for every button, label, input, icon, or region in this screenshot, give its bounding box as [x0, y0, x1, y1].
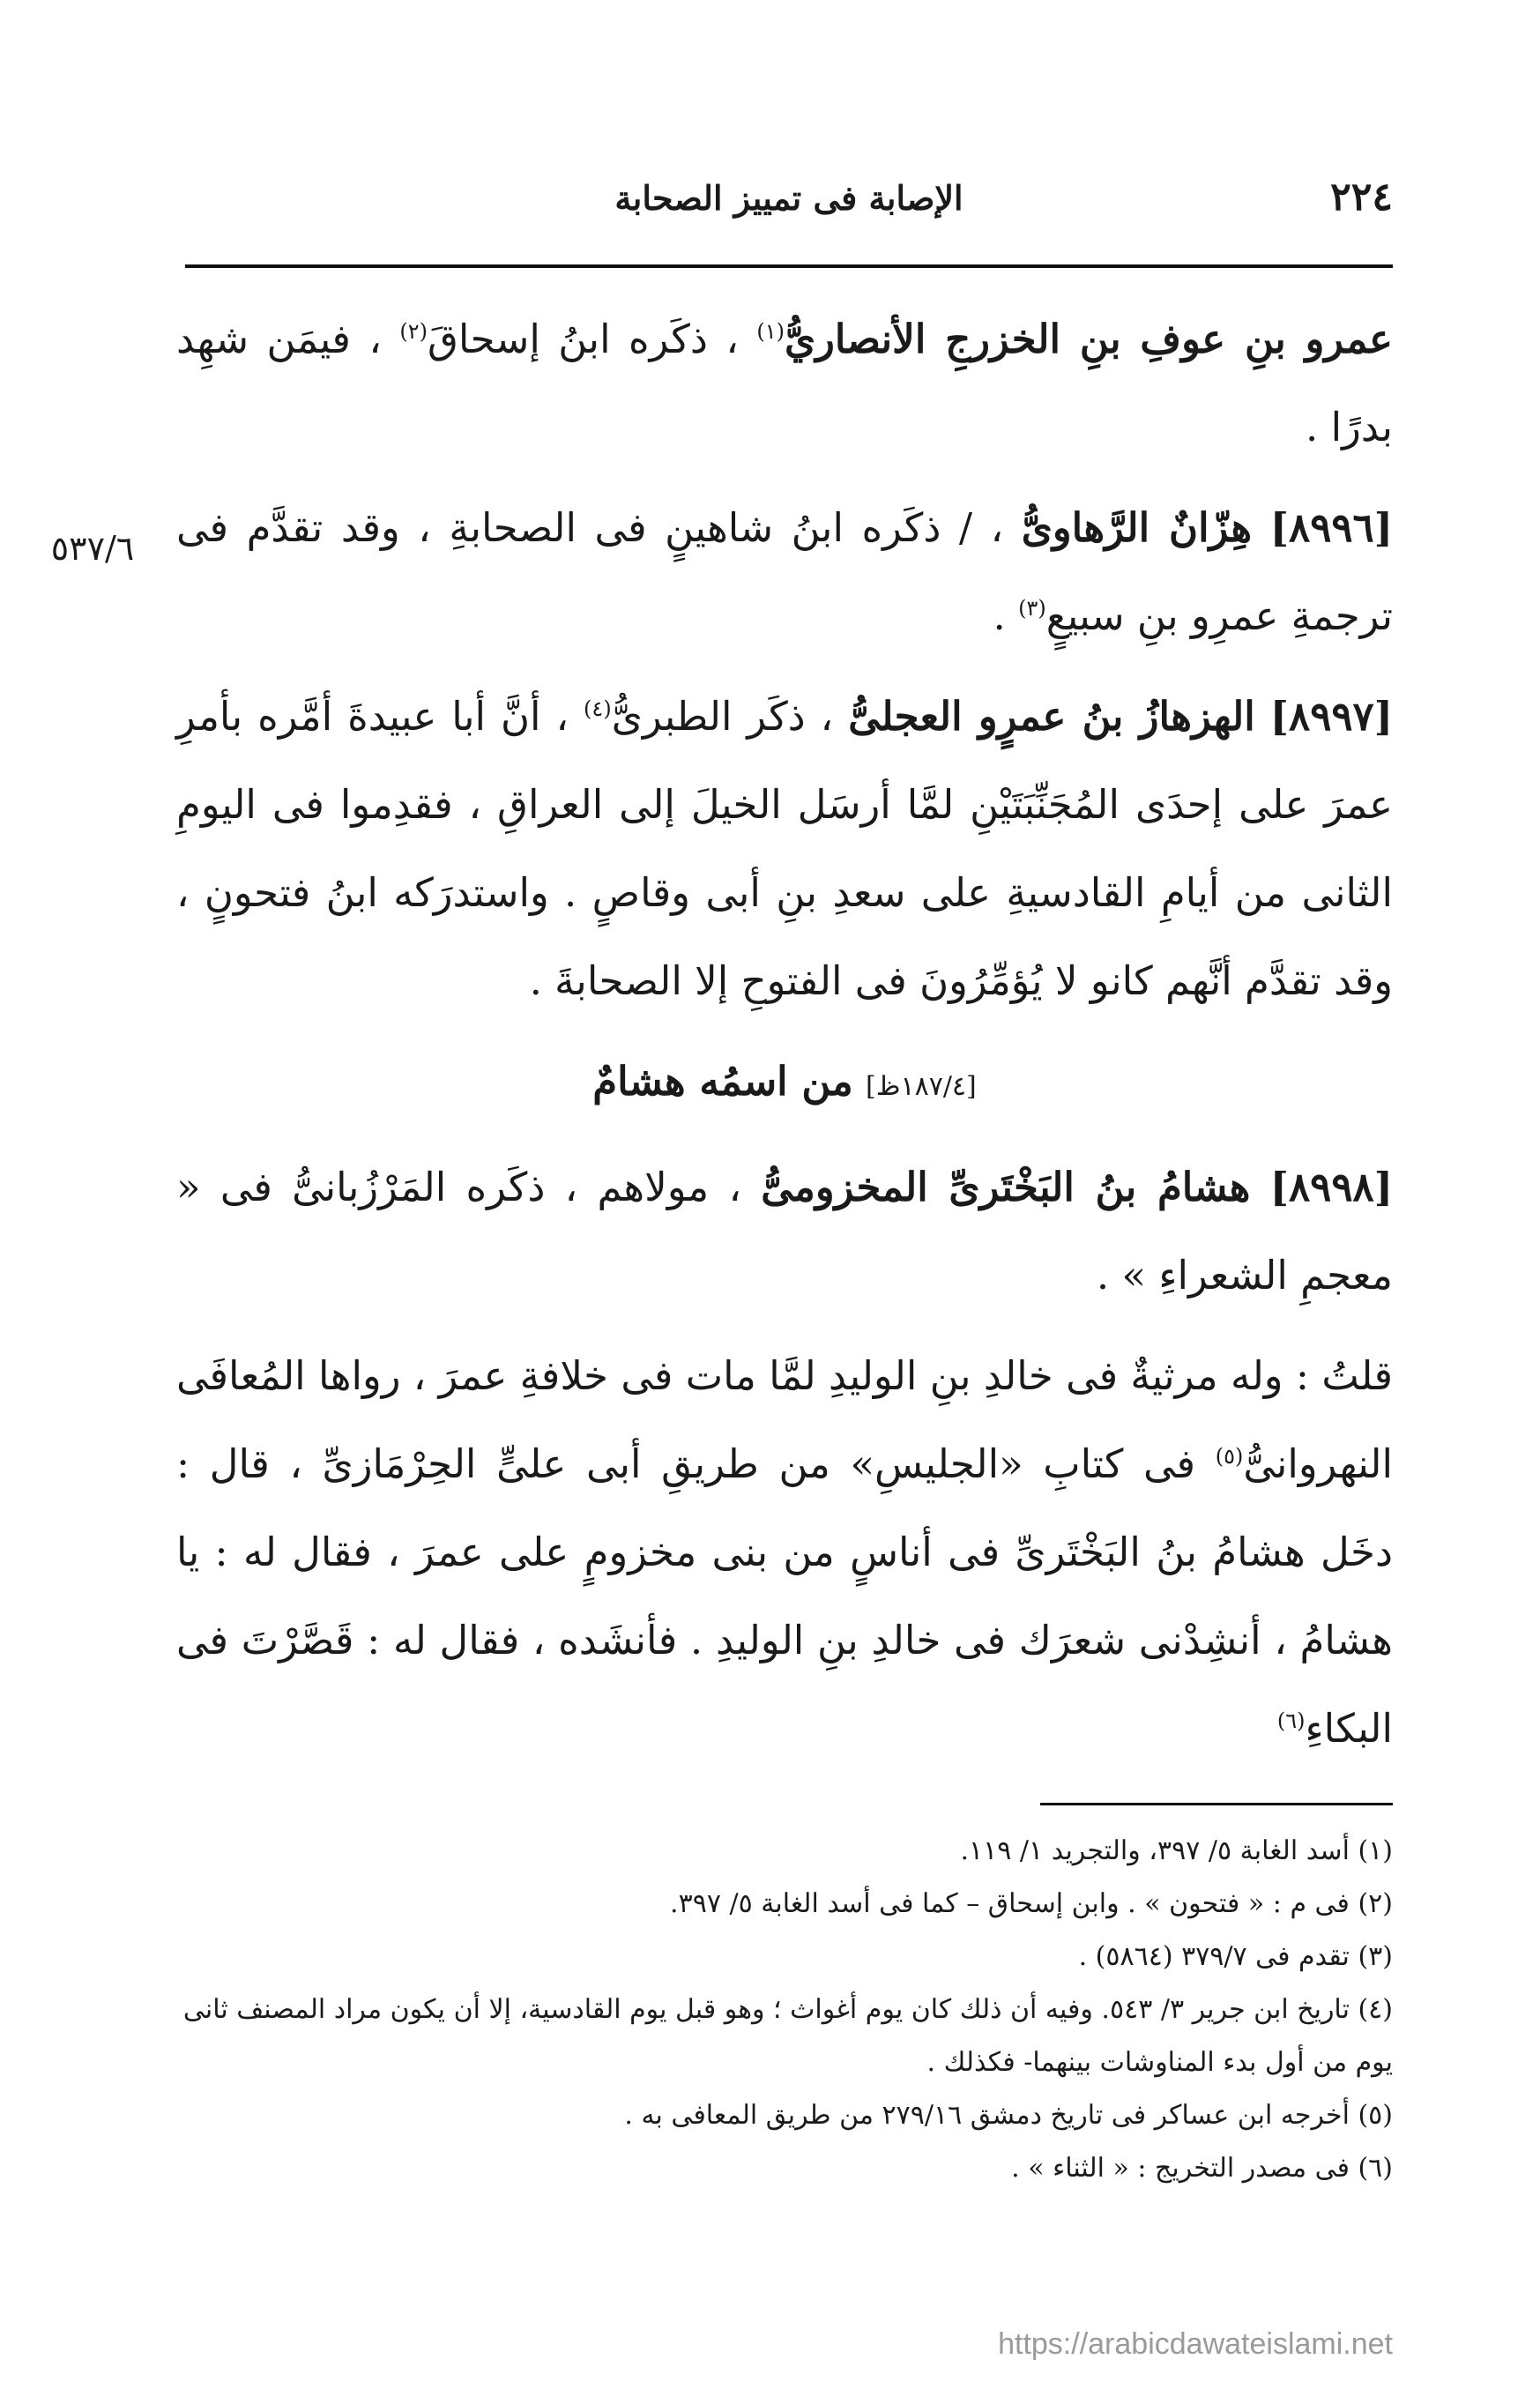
manuscript-ref: [١٨٧/٤ظ]	[866, 1071, 977, 1102]
watermark-url: https://arabicdawateislami.net	[998, 2327, 1393, 2361]
footnote: (١) أسد الغابة ٥/ ٣٩٧، والتجريد ١/ ١١٩.	[960, 1835, 1393, 1866]
entry-number: [٨٩٩٨]	[1269, 1164, 1393, 1210]
section-title: من اسمُه هشامٌ	[592, 1058, 853, 1105]
page-number: ٢٢٤	[1330, 175, 1393, 220]
entry-8996: [٨٩٩٦] هِزّانٌ الرَّهاوىُّ ، / ذكَره ابنُ شاهينٍ فى الصحابةِ ، وقد تقدَّم فى ترجمةِ عمرِو بنِ سبيعٍ$^{(٣)}$ .	[176, 504, 1394, 639]
footnote-ref[interactable]: (٢)	[399, 319, 428, 344]
margin-reference: ٥٣٧/٦	[50, 529, 135, 568]
book-title: الإصابة فى تمييز الصحابة	[614, 178, 963, 218]
footnote-ref[interactable]: (٦)	[1276, 1708, 1306, 1733]
entry-8997: [٨٩٩٧] الهزهازُ بنُ عمرٍو العجلىُّ ، ذكَر الطبرىُّ$^{(٤)}$ ، أنَّ أبا عبيدةَ أمَّره بأمرِ عمرَ على إحدَى المُجَنِّبَتَيْنِ لمَّا أرسَل الخيلَ إلى العراقِ ، فقدِموا فى اليومِ الثانى من أيامِ القادسيةِ على سعدِ بنِ أبى وقاصٍ . واستدرَكه ابنُ فتحونٍ ، وقد تقدَّم أنَّهم كانو لا يُؤمِّرُونَ فى الفتوحِ إلا الصحابةَ .	[176, 693, 1394, 1004]
footnote-rule	[1040, 1803, 1393, 1805]
footnote: (٥) أخرجه ابن عساكر فى تاريخ دمشق ٢٧٩/١٦ من طريق المعافى به .	[624, 2100, 1393, 2131]
author-comment: قلتُ : وله مرثيةٌ فى خالدِ بنِ الوليدِ لمَّا مات فى خلافةِ عمرَ ، رواها المُعافَى النهروانىُّ$^{(٥)}$ فى كتابِ «الجليسِ» من طريقِ أبى علىٍّ الحِرْمَازىِّ ، قال : دخَل هشامُ بنُ البَخْتَرىِّ فى أناسٍ من بنى مخزومٍ على عمرَ ، فقال له : يا هشامُ ، أنشِدْنى شعرَك فى خالدِ بنِ الوليدِ . فأنشَده ، فقال له : قَصَّرْتَ فى البكاءِ$^{(٦)}$	[176, 1352, 1393, 1752]
footnote-ref[interactable]: (٤)	[584, 696, 612, 721]
footnotes	[176, 1825, 1393, 2195]
header-rule	[185, 264, 1393, 268]
main-text	[176, 295, 1393, 1785]
footnote: (٣) تقدم فى ٣٧٩/٧ (٥٨٦٤) .	[1078, 1941, 1393, 1972]
entry-name: هشامُ بنُ البَخْتَرىِّ المخزومىُّ	[761, 1164, 1251, 1210]
footnote: (٤) تاريخ ابن جرير ٣/ ٥٤٣. وفيه أن ذلك كان يوم أغواث ؛ وهو قبل يوم القادسية، إلا أن يكون مراد المصنف ثانى يوم من أول بدء المناوشات بينهما- فكذلك .	[182, 1994, 1393, 2078]
footnote-ref[interactable]: (١)	[756, 319, 785, 344]
footnote-ref[interactable]: (٥)	[1215, 1444, 1244, 1469]
qult-label: قلتُ	[1321, 1352, 1393, 1399]
entry-amr-ibn-awf: عمرو بنِ عوفِ بنِ الخزرجِ الأنصاريُّ$^{(١)}$ ، ذكَره ابنُ إسحاقَ$^{(٢)}$ ، فيمَن شهِد بدرًا .	[176, 316, 1393, 450]
footnote-ref[interactable]: (٣)	[1018, 596, 1046, 621]
entry-name: هِزّانٌ الرَّهاوىُّ	[1021, 504, 1253, 551]
section-heading	[176, 1038, 1393, 1131]
entry-8998: [٨٩٩٨] هشامُ بنُ البَخْتَرىِّ المخزومىُّ ، مولاهم ، ذكَره المَرْزُبانىُّ فى « معجمِ الشعراءِ » .	[176, 1164, 1393, 1299]
entry-name: عمرو بنِ عوفِ بنِ الخزرجِ الأنصاريُّ	[784, 316, 1393, 362]
entry-name: الهزهازُ بنُ عمرٍو العجلىُّ	[848, 693, 1255, 740]
footnote: (٢) فى م : « فتحون » . وابن إسحاق – كما فى أسد الغابة ٥/ ٣٩٧.	[670, 1888, 1393, 1919]
entry-number: [٨٩٩٦]	[1269, 504, 1394, 551]
page-header	[185, 175, 1393, 245]
entry-number: [٨٩٩٧]	[1269, 693, 1394, 740]
footnote: (٦) فى مصدر التخريج : « الثناء » .	[1011, 2153, 1393, 2184]
